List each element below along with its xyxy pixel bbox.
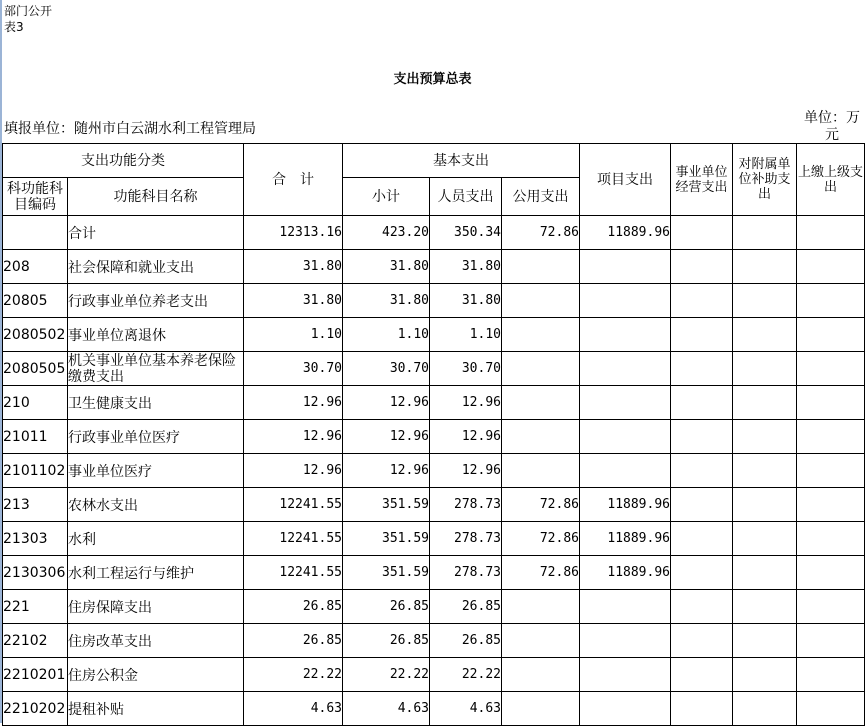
cell-subsidy [733,420,797,454]
cell-remit [797,216,865,250]
cell-operating [671,454,733,488]
cell-code: 210 [3,386,68,420]
table-row [3,454,865,488]
cell-code: 20805 [3,284,68,318]
cell-name: 提租补贴 [68,692,244,726]
cell-operating [671,216,733,250]
cell-personnel: 278.73 [430,488,502,522]
cell-project: 11889.96 [580,556,671,590]
header-remit: 上缴上级支出 [797,144,865,216]
cell-project [580,692,671,726]
cell-code: 2210202 [3,692,68,726]
cell-name: 机关事业单位基本养老保险缴费支出 [68,352,244,386]
cell-subtotal: 351.59 [343,556,430,590]
table-row [3,624,865,658]
cell-public [502,624,580,658]
unit-label: 单位：万元 [804,110,860,143]
cell-project: 11889.96 [580,216,671,250]
cell-subsidy [733,658,797,692]
cell-public [502,420,580,454]
table-row [3,522,865,556]
cell-code: 2080502 [3,318,68,352]
cell-code: 21011 [3,420,68,454]
cell-operating [671,250,733,284]
cell-project [580,624,671,658]
table-row [3,658,865,692]
cell-operating [671,624,733,658]
cell-subtotal: 4.63 [343,692,430,726]
cell-operating [671,386,733,420]
cell-public [502,692,580,726]
cell-operating [671,556,733,590]
cell-project [580,658,671,692]
cell-personnel: 12.96 [430,454,502,488]
cell-subtotal: 1.10 [343,318,430,352]
cell-name: 事业单位离退休 [68,318,244,352]
cell-name: 行政事业单位医疗 [68,420,244,454]
cell-subsidy [733,624,797,658]
cell-public [502,352,580,386]
header-public: 公用支出 [502,178,580,216]
cell-public: 72.86 [502,522,580,556]
cell-remit [797,590,865,624]
cell-personnel: 31.80 [430,284,502,318]
cell-subsidy [733,216,797,250]
cell-total: 4.63 [244,692,343,726]
cell-subsidy [733,318,797,352]
cell-personnel: 350.34 [430,216,502,250]
cell-subsidy [733,692,797,726]
cell-code: 2080505 [3,352,68,386]
page-title: 支出预算总表 [393,72,472,87]
cell-subtotal: 26.85 [343,624,430,658]
cell-project [580,590,671,624]
cell-subsidy [733,284,797,318]
cell-code: 22102 [3,624,68,658]
header-operating: 事业单位经营支出 [671,144,733,216]
cell-public [502,454,580,488]
cell-public [502,386,580,420]
cell-subtotal: 12.96 [343,386,430,420]
cell-remit [797,692,865,726]
cell-personnel: 26.85 [430,590,502,624]
cell-code: 208 [3,250,68,284]
cell-name: 合计 [68,216,244,250]
cell-personnel: 22.22 [430,658,502,692]
cell-total: 31.80 [244,250,343,284]
cell-project [580,420,671,454]
cell-subsidy [733,454,797,488]
header-func-name: 功能科目名称 [68,178,244,216]
cell-total: 22.22 [244,658,343,692]
cell-subsidy [733,250,797,284]
cell-remit [797,658,865,692]
cell-name: 卫生健康支出 [68,386,244,420]
cell-remit [797,624,865,658]
cell-total: 26.85 [244,624,343,658]
cell-subsidy [733,352,797,386]
cell-project [580,318,671,352]
cell-operating [671,590,733,624]
table-row [3,556,865,590]
cell-subtotal: 22.22 [343,658,430,692]
cell-total: 12241.55 [244,556,343,590]
cell-code: 21303 [3,522,68,556]
cell-code [3,216,68,250]
cell-operating [671,318,733,352]
expenditure-budget-table [2,143,865,726]
cell-subsidy [733,590,797,624]
cell-name: 事业单位医疗 [68,454,244,488]
header-subsidy: 对附属单位补助支出 [733,144,797,216]
cell-subsidy [733,522,797,556]
header-func-class: 支出功能分类 [3,144,244,178]
cell-personnel: 4.63 [430,692,502,726]
cell-total: 30.70 [244,352,343,386]
header-personnel: 人员支出 [430,178,502,216]
cell-personnel: 30.70 [430,352,502,386]
cell-public [502,284,580,318]
cell-project [580,250,671,284]
cell-remit [797,454,865,488]
cell-total: 12.96 [244,454,343,488]
cell-subtotal: 30.70 [343,352,430,386]
cell-code: 2130306 [3,556,68,590]
cell-total: 12.96 [244,420,343,454]
cell-remit [797,386,865,420]
cell-subtotal: 351.59 [343,522,430,556]
cell-personnel: 1.10 [430,318,502,352]
cell-public: 72.86 [502,556,580,590]
cell-subtotal: 31.80 [343,250,430,284]
cell-total: 26.85 [244,590,343,624]
cell-personnel: 12.96 [430,420,502,454]
cell-project [580,454,671,488]
table-row [3,352,865,386]
cell-name: 住房公积金 [68,658,244,692]
header-basic: 基本支出 [343,144,580,178]
cell-total: 31.80 [244,284,343,318]
cell-subtotal: 351.59 [343,488,430,522]
cell-project: 11889.96 [580,522,671,556]
cell-total: 1.10 [244,318,343,352]
cell-name: 住房保障支出 [68,590,244,624]
cell-operating [671,658,733,692]
cell-operating [671,352,733,386]
cell-project [580,386,671,420]
cell-name: 水利 [68,522,244,556]
table-row [3,488,865,522]
table-number: 表3 [4,20,24,34]
cell-subsidy [733,556,797,590]
table-row [3,420,865,454]
header-project: 项目支出 [580,144,671,216]
cell-operating [671,420,733,454]
cell-name: 住房改革支出 [68,624,244,658]
cell-name: 行政事业单位养老支出 [68,284,244,318]
cell-project [580,352,671,386]
table-row [3,284,865,318]
cell-total: 12.96 [244,386,343,420]
cell-public [502,658,580,692]
cell-public [502,250,580,284]
cell-remit [797,284,865,318]
reporting-unit: 填报单位：随州市白云湖水利工程管理局 [4,121,256,137]
cell-personnel: 12.96 [430,386,502,420]
cell-subtotal: 423.20 [343,216,430,250]
cell-public [502,318,580,352]
table-row [3,318,865,352]
header-subtotal: 小计 [343,178,430,216]
cell-subtotal: 12.96 [343,454,430,488]
cell-remit [797,318,865,352]
table-row [3,692,865,726]
cell-project [580,284,671,318]
cell-personnel: 278.73 [430,556,502,590]
cell-code: 2210201 [3,658,68,692]
cell-remit [797,556,865,590]
cell-subtotal: 12.96 [343,420,430,454]
cell-operating [671,522,733,556]
cell-code: 213 [3,488,68,522]
cell-code: 221 [3,590,68,624]
cell-operating [671,488,733,522]
cell-code: 2101102 [3,454,68,488]
cell-name: 水利工程运行与维护 [68,556,244,590]
cell-total: 12241.55 [244,488,343,522]
department-public-label: 部门公开 [4,4,53,18]
cell-remit [797,250,865,284]
cell-public [502,590,580,624]
cell-subtotal: 26.85 [343,590,430,624]
table-row [3,386,865,420]
cell-remit [797,488,865,522]
cell-project: 11889.96 [580,488,671,522]
cell-operating [671,284,733,318]
table-row [3,590,865,624]
cell-public: 72.86 [502,488,580,522]
cell-personnel: 26.85 [430,624,502,658]
cell-operating [671,692,733,726]
cell-subsidy [733,386,797,420]
table-row [3,250,865,284]
cell-name: 农林水支出 [68,488,244,522]
header-func-code: 科功能科目编码 [3,178,68,216]
cell-name: 社会保障和就业支出 [68,250,244,284]
cell-remit [797,522,865,556]
cell-personnel: 31.80 [430,250,502,284]
cell-remit [797,420,865,454]
cell-subtotal: 31.80 [343,284,430,318]
cell-public: 72.86 [502,216,580,250]
cell-total: 12241.55 [244,522,343,556]
cell-subsidy [733,488,797,522]
table-row [3,216,865,250]
cell-personnel: 278.73 [430,522,502,556]
header-total: 合 计 [244,144,343,216]
cell-remit [797,352,865,386]
cell-total: 12313.16 [244,216,343,250]
